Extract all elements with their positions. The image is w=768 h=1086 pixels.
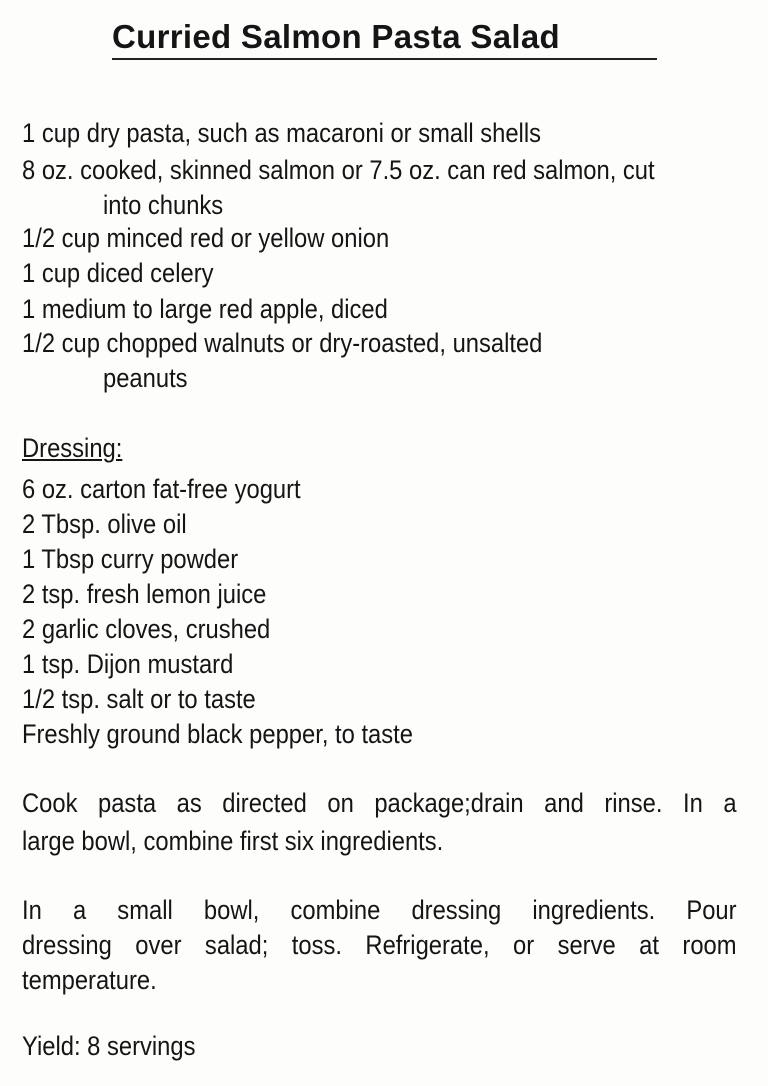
ingredient-line: 1 medium to large red apple, diced <box>22 294 388 324</box>
dressing-line: 1/2 tsp. salt or to taste <box>22 684 256 714</box>
ingredient-line: into chunks <box>103 190 224 220</box>
dressing-line: 1 Tbsp curry powder <box>22 544 239 574</box>
dressing-line: 1 tsp. Dijon mustard <box>22 649 234 679</box>
dressing-line: 2 tsp. fresh lemon juice <box>22 579 267 609</box>
ingredient-line: peanuts <box>103 363 188 393</box>
ingredient-line: 1 cup dry pasta, such as macaroni or small shells <box>22 118 541 148</box>
recipe-title: Curried Salmon Pasta Salad <box>112 18 657 60</box>
dressing-line: Freshly ground black pepper, to taste <box>22 719 413 749</box>
ingredient-line: 1/2 cup chopped walnuts or dry-roasted, unsalted <box>22 328 543 358</box>
ingredient-line: 1 cup diced celery <box>22 258 214 288</box>
ingredient-line: 8 oz. cooked, skinned salmon or 7.5 oz. can red salmon, cut <box>22 155 655 185</box>
dressing-line: 6 oz. carton fat-free yogurt <box>22 474 301 504</box>
yield-line: Yield: 8 servings <box>22 1031 196 1061</box>
direction-line: large bowl, combine first six ingredients. <box>22 826 444 856</box>
direction-line: In a small bowl, combine dressing ingredients. Pour <box>22 895 737 925</box>
direction-line: Cook pasta as directed on package;drain and rinse. In a <box>22 788 737 818</box>
ingredient-line: 1/2 cup minced red or yellow onion <box>22 223 390 253</box>
dressing-line: 2 Tbsp. olive oil <box>22 509 187 539</box>
dressing-heading: Dressing: <box>22 433 123 463</box>
direction-line: temperature. <box>22 965 157 995</box>
direction-line: dressing over salad; toss. Refrigerate, or serve at room <box>22 930 737 960</box>
dressing-line: 2 garlic cloves, crushed <box>22 614 271 644</box>
